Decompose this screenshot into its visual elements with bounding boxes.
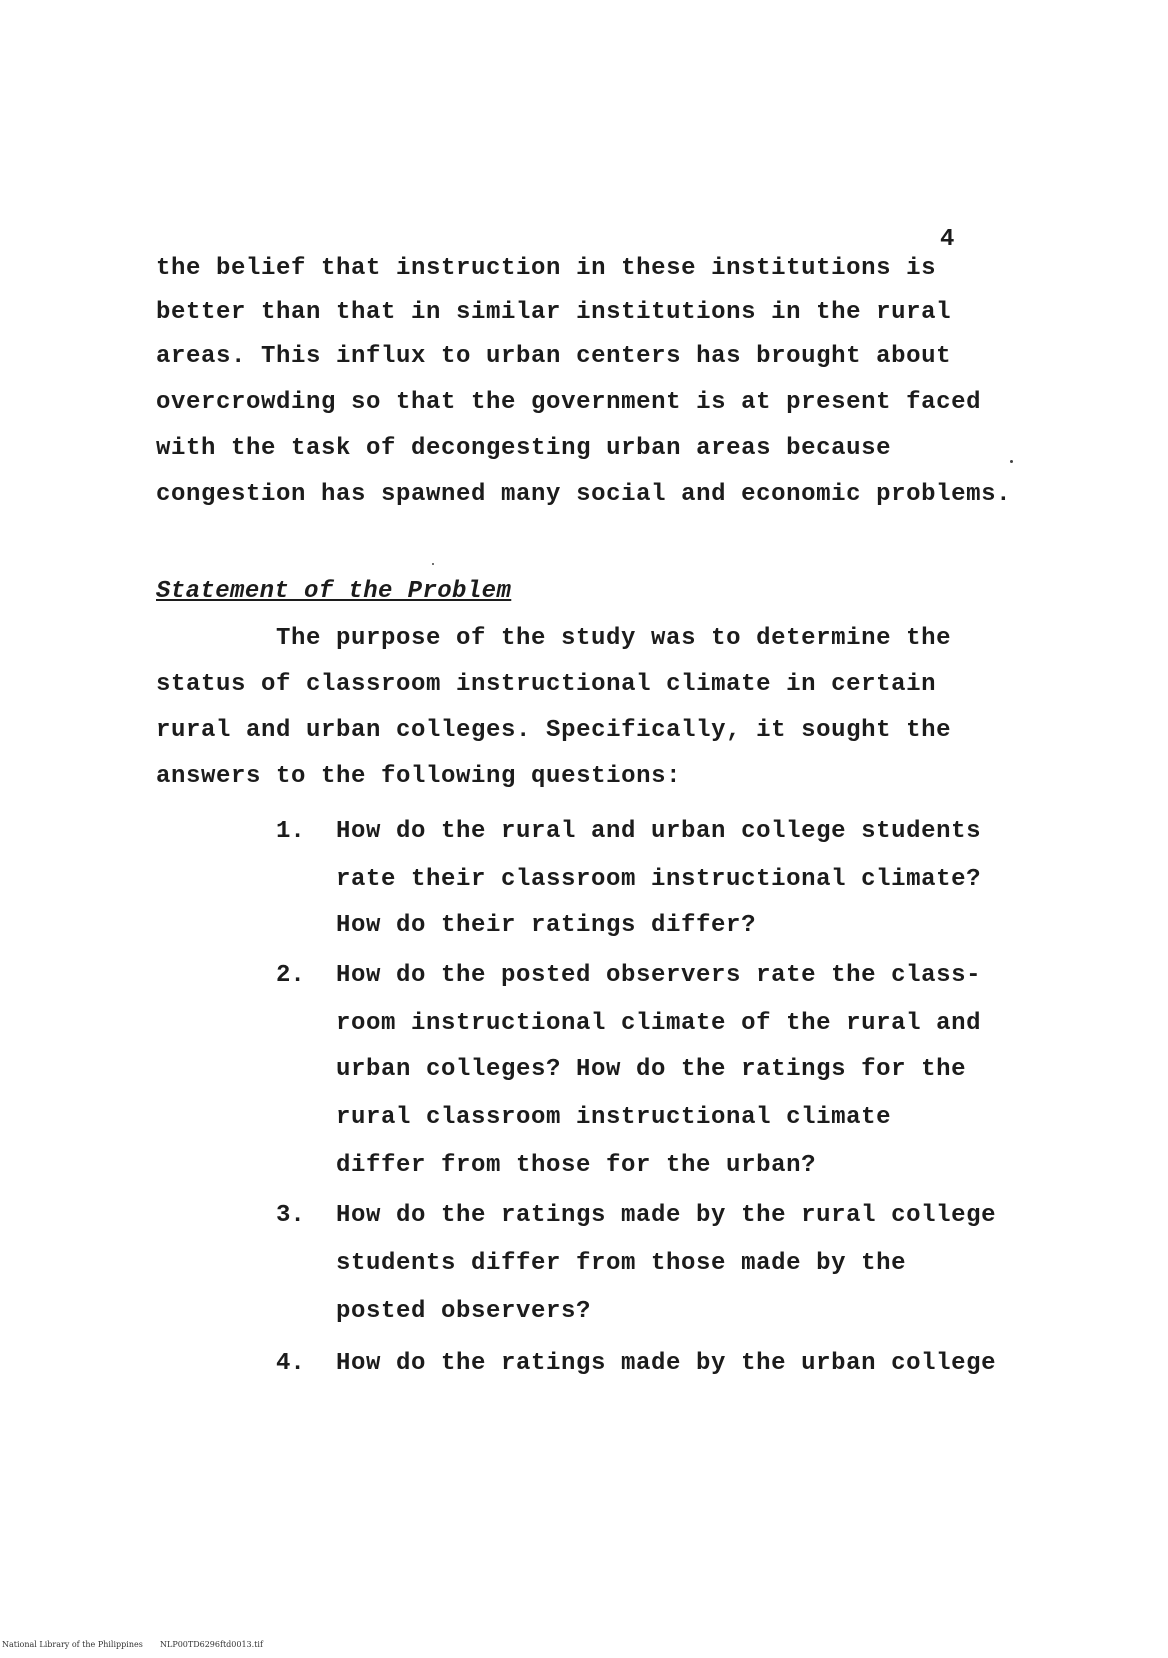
purpose-line: status of classroom instructional climate in certain xyxy=(156,671,937,698)
footer-library: National Library of the Philippines xyxy=(2,1640,143,1649)
intro-line: areas. This influx to urban centers has brought about xyxy=(156,343,952,370)
question-line: differ from those for the urban? xyxy=(336,1152,817,1179)
question-line: How do their ratings differ? xyxy=(336,912,757,939)
question-line: How do the posted observers rate the class- xyxy=(336,962,982,989)
footer-file-id: NLP00TD6296ftd0013.tif xyxy=(160,1640,263,1649)
intro-line: with the task of decongesting urban areas because xyxy=(156,435,892,462)
intro-line: overcrowding so that the government is at present faced xyxy=(156,389,982,416)
question-line: How do the rural and urban college students xyxy=(336,818,982,845)
scan-speck xyxy=(432,563,434,565)
question-line: How do the ratings made by the rural college xyxy=(336,1202,997,1229)
question-line: rate their classroom instructional climate? xyxy=(336,866,982,893)
scan-speck xyxy=(1010,460,1013,463)
intro-line: the belief that instruction in these institutions is xyxy=(156,255,937,282)
intro-line: congestion has spawned many social and economic problems. xyxy=(156,481,1012,508)
question-number: 2. xyxy=(276,962,305,989)
question-line: posted observers? xyxy=(336,1298,592,1325)
question-line: room instructional climate of the rural and xyxy=(336,1010,982,1037)
purpose-line: rural and urban colleges. Specifically, it sought the xyxy=(156,717,952,744)
section-heading: Statement of the Problem xyxy=(156,578,512,605)
question-number: 1. xyxy=(276,818,305,845)
question-line: urban colleges? How do the ratings for the xyxy=(336,1056,967,1083)
question-line: students differ from those made by the xyxy=(336,1250,907,1277)
question-number: 4. xyxy=(276,1350,305,1377)
question-line: How do the ratings made by the urban college xyxy=(336,1350,997,1377)
purpose-line: answers to the following questions: xyxy=(156,763,682,790)
intro-line: better than that in similar institutions in the rural xyxy=(156,299,952,326)
page-number: 4 xyxy=(940,226,955,253)
purpose-line: The purpose of the study was to determine the xyxy=(276,625,952,652)
question-number: 3. xyxy=(276,1202,305,1229)
question-line: rural classroom instructional climate xyxy=(336,1104,892,1131)
